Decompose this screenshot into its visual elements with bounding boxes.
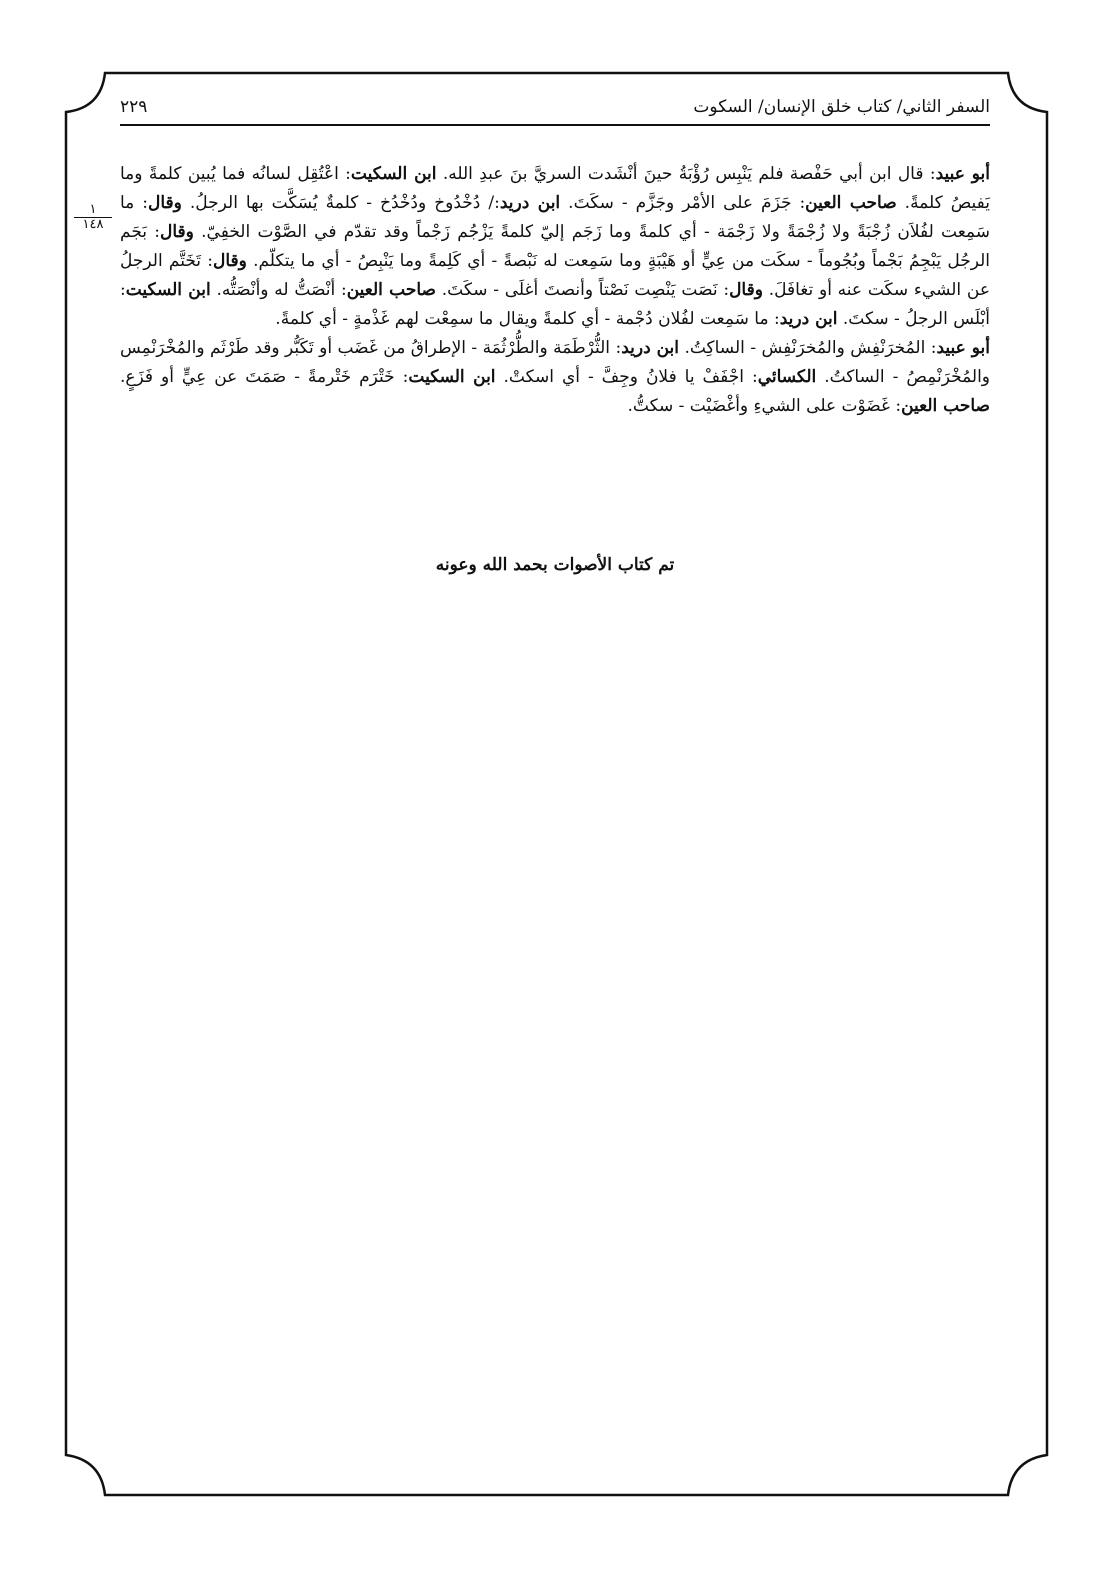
text-run: : ما سَمِعت لفُلان دُجْمة - أي كلمةً ويقال ما سمِعْت لهم غَذْمةٍ - أي كلمةً. (275, 309, 780, 329)
speaker-name: ابن السكيت (350, 164, 437, 184)
speaker-name: ابن دريد (621, 338, 679, 358)
text-run: : بَجَم الرجُل يَبْجِمُ بَجْماً وبُجُوماً - سكَت من عِيٍّ أو هَيْبَةٍ وما سَمِعت له نَبْصةً - أي كَلِمةً وما يَنْبِصُ - أي ما يتكلّم. (120, 222, 990, 271)
text-run: : الثُّرْطَمَة والطُّرْثُمَة - الإطراقُ من غَضَب أو تَكَبُّر وقد طَرْثَم والمُخْرَنْمِس والمُخْرَنْمِصُ - الساكتُ. (120, 338, 991, 387)
speaker-name: أبو عبيد (935, 164, 991, 184)
margin-note-bottom: ١٤٨ (82, 217, 104, 232)
speaker-name: وقال (160, 222, 194, 242)
text-run: : أبْلَس الرجلُ - سكتَ. (120, 280, 990, 329)
running-title: السفر الثاني/ كتاب خلق الإنسان/ السكوت (693, 97, 990, 117)
text-run: : أنْصَتُّ له وأنْصَتُّه. (210, 280, 347, 300)
text-run: : غَضَوْت على الشيءِ وأغْضَيْت - سكتُّ. (627, 396, 902, 416)
speaker-name: صاحب العين (346, 280, 436, 300)
paragraph (120, 334, 990, 421)
main-text (120, 160, 990, 421)
text-run: : اعْتُقِل لسانُه فما يُبين كلمةً وما يَفيصُ كلمةً. (120, 164, 991, 213)
speaker-name: ابن السكيت (125, 280, 211, 300)
text-run: : نَصَت يَنْصِت نَصْتاً وأنصتَ أغلَى - سكَتَ. (436, 280, 730, 300)
text-run: :/ دُخْدُوخ ودُخْدُخ - كلمةٌ يُسَكَّت بها الرجلُ. (181, 193, 500, 213)
speaker-name: أبو عبيد (936, 338, 991, 358)
margin-folio-note (74, 203, 112, 232)
text-run: : جَزَمَ على الأمْر وجَزَّم - سكَتَ. (560, 193, 806, 213)
speaker-name: ابن السكيت (408, 367, 496, 387)
running-header (120, 90, 990, 126)
text-run: : قال ابن أبي حَفْصة فلم يَنْبِس رُؤْبَةُ حينَ أنْشَدت السريَّ بنَ عبدِ الله. (436, 164, 936, 184)
text-run: : اجْفَفْ يا فلانُ وجِفَّ - أي اسكتْ. (495, 367, 758, 387)
text-run: : تَخَتَّم الرجلُ عن الشيء سكَت عنه أو تغافَلَ. (120, 251, 990, 300)
speaker-name: وقال (729, 280, 763, 300)
speaker-name: صاحب العين (901, 396, 990, 416)
speaker-name: ابن دريد (779, 309, 838, 329)
text-run: : المُخرَنْفِش والمُخرَنْفِش - الساكِتُ. (679, 338, 937, 358)
speaker-name: وقال (212, 251, 247, 271)
closing-line: تم كتاب الأصوات بحمد الله وعونه (435, 555, 675, 575)
speaker-name: وقال (148, 193, 182, 213)
text-run: : خَتْرَم خَتْرمةً - صَمَتَ عن عِيٍّ أو فَزَعٍ. (120, 367, 409, 387)
paragraph (120, 160, 990, 334)
text-run: : ما سَمِعت لفُلاَن زُجْبَةً ولا زُجْمَةً ولا زَجْمَة - أي كلمةً وما زَجَم إليّ كلمةً يَزْجُم زَجْماً وقد تقدّم في الصَّوْت الخفِيّ. (120, 193, 990, 242)
margin-note-top: ١ (74, 203, 112, 218)
speaker-name: صاحب العين (805, 193, 897, 213)
speaker-name: ابن دريد (499, 193, 561, 213)
page-number: ٢٢٩ (120, 97, 148, 117)
speaker-name: الكسائي (757, 367, 817, 387)
